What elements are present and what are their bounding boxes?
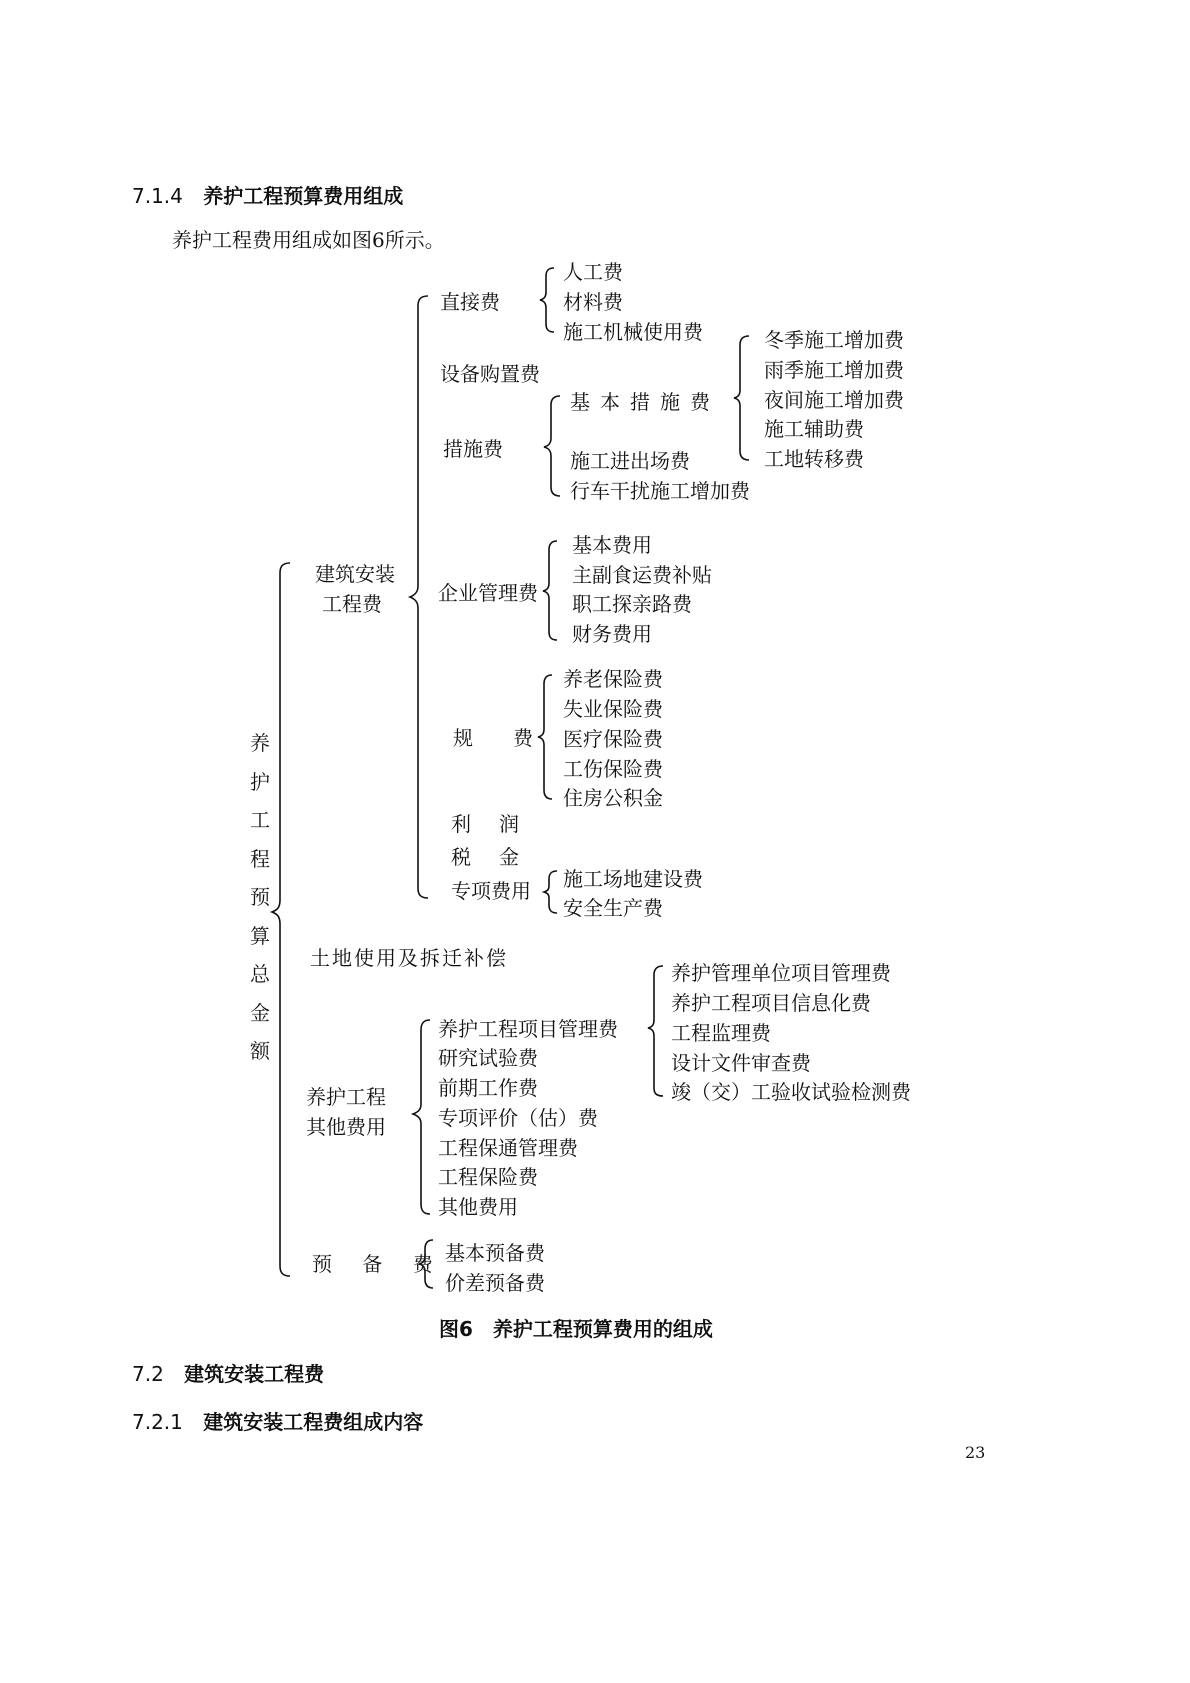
item-gongshang: 工伤保险费 xyxy=(563,757,663,781)
section-number: 7.1.4 xyxy=(132,184,183,208)
item-xinxihua: 养护工程项目信息化费 xyxy=(671,991,871,1015)
node-cuoshi: 措施费 xyxy=(443,437,503,461)
item-zhufushi: 主副食运费补贴 xyxy=(572,563,712,587)
node-lirun: 利 润 xyxy=(451,812,523,836)
section-7-2-heading xyxy=(132,1362,324,1386)
item-dongji: 冬季施工增加费 xyxy=(764,328,904,352)
item-cailiao: 材料费 xyxy=(563,290,623,314)
item-jianli: 工程监理费 xyxy=(671,1021,771,1045)
node-qiye: 企业管理费 xyxy=(438,581,538,605)
root-label-vertical xyxy=(248,724,272,1071)
root-char: 养 xyxy=(250,731,270,755)
item-shencha: 设计文件审查费 xyxy=(671,1051,811,1075)
node-yubei: 预 备 费 xyxy=(312,1252,445,1276)
item-changdi: 施工场地建设费 xyxy=(563,867,703,891)
root-char: 额 xyxy=(250,1039,270,1063)
node-jianzhu-line1: 建筑安装 xyxy=(315,562,395,586)
item-jinchuchang: 施工进出场费 xyxy=(570,449,690,473)
root-char: 护 xyxy=(250,769,270,794)
root-char: 程 xyxy=(250,846,270,871)
brace-cuoshi xyxy=(544,396,560,496)
root-char: 算 xyxy=(250,923,270,948)
root-char: 预 xyxy=(250,885,270,909)
item-rengong: 人工费 xyxy=(563,260,623,284)
root-char: 工 xyxy=(250,808,270,832)
node-shuijin: 税 金 xyxy=(451,845,523,869)
item-caiwu: 财务费用 xyxy=(572,622,652,646)
item-gongjijin: 住房公积金 xyxy=(563,786,663,810)
item-jiben-yubei: 基本预备费 xyxy=(445,1241,545,1265)
section-title: 养护工程预算费用组成 xyxy=(203,184,404,208)
brace-root xyxy=(272,563,290,1276)
node-shebei: 设备购置费 xyxy=(440,362,540,386)
brace-xiangmu xyxy=(648,966,663,1096)
item-baotong: 工程保通管理费 xyxy=(438,1136,578,1160)
item-danwei: 养护管理单位项目管理费 xyxy=(671,961,891,985)
section-7-2-1-heading xyxy=(132,1410,423,1434)
brace-qita xyxy=(413,1020,430,1214)
node-qita-line1: 养护工程 xyxy=(306,1085,386,1109)
node-jianzhu-line2: 工程费 xyxy=(322,592,382,616)
item-shiye: 失业保险费 xyxy=(563,697,663,721)
item-qita-feiyong: 其他费用 xyxy=(438,1195,518,1219)
item-yanglao: 养老保险费 xyxy=(563,667,663,691)
root-char: 金 xyxy=(250,1000,270,1025)
section-title: 建筑安装工程费 xyxy=(184,1362,325,1386)
item-xiangmu-guanli: 养护工程项目管理费 xyxy=(438,1017,618,1041)
item-xingche: 行车干扰施工增加费 xyxy=(570,479,750,503)
node-jiben-cuoshi: 基本措施费 xyxy=(570,390,720,414)
item-anquan: 安全生产费 xyxy=(563,896,663,920)
section-title: 建筑安装工程费组成内容 xyxy=(203,1410,424,1434)
node-zhijie: 直接费 xyxy=(440,290,500,314)
item-yejian: 夜间施工增加费 xyxy=(764,388,904,412)
brace-jiben xyxy=(734,336,749,460)
item-fuzhu: 施工辅助费 xyxy=(764,417,864,441)
item-baoxian: 工程保险费 xyxy=(438,1165,538,1189)
item-zhuanyi: 工地转移费 xyxy=(764,447,864,471)
brace-jianzhu xyxy=(410,296,428,898)
node-qita-line2: 其他费用 xyxy=(306,1115,386,1139)
item-jiacha-yubei: 价差预备费 xyxy=(445,1271,545,1295)
figure-caption: 图6 养护工程预算费用的组成 xyxy=(439,1317,713,1341)
item-jiben-feiyong: 基本费用 xyxy=(572,533,652,557)
item-yanshou: 竣（交）工验收试验检测费 xyxy=(671,1080,911,1104)
item-yuji: 雨季施工增加费 xyxy=(764,358,904,382)
node-tudi: 土地使用及拆迁补偿 xyxy=(310,946,508,970)
section-number: 7.2 xyxy=(132,1362,164,1386)
brace-zhuanxiang xyxy=(544,871,557,913)
item-yiliao: 医疗保险费 xyxy=(563,727,663,751)
root-char: 总 xyxy=(250,962,270,986)
brace-qiye xyxy=(543,541,557,640)
section-number: 7.2.1 xyxy=(132,1410,183,1434)
node-guifei: 规 费 xyxy=(453,726,543,750)
brace-zhijie xyxy=(540,268,554,332)
node-zhuanxiang: 专项费用 xyxy=(451,879,531,903)
item-tanqin: 职工探亲路费 xyxy=(572,592,692,616)
item-jixie: 施工机械使用费 xyxy=(563,320,703,344)
item-pingjia: 专项评价（估）费 xyxy=(438,1106,598,1130)
intro-paragraph: 养护工程费用组成如图6所示。 xyxy=(172,228,445,252)
page-number: 23 xyxy=(965,1443,986,1462)
item-qianqi: 前期工作费 xyxy=(438,1076,538,1100)
item-yanjiu: 研究试验费 xyxy=(438,1046,538,1070)
